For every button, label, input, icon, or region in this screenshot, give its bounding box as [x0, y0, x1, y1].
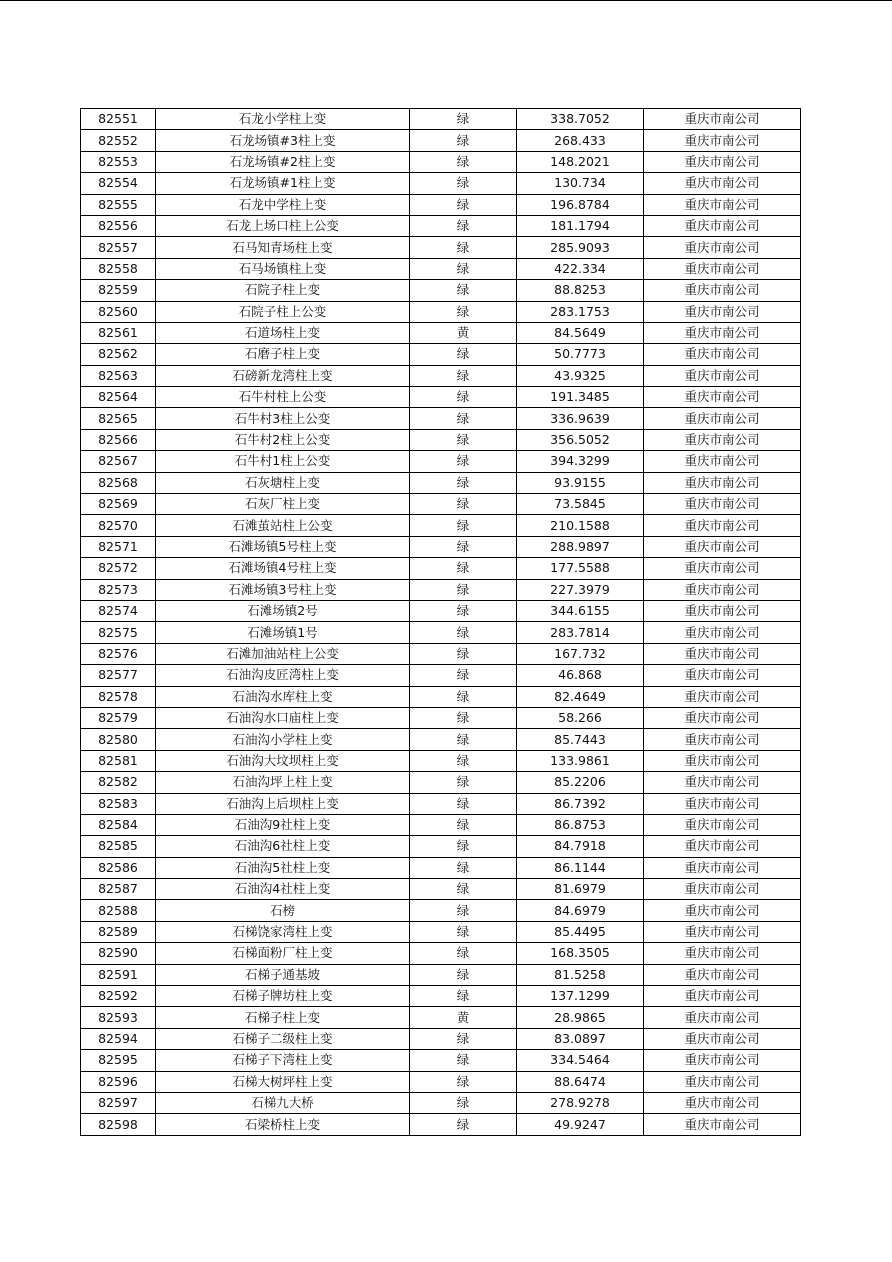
status-cell: 绿 — [410, 215, 517, 236]
value-cell: 85.4495 — [517, 921, 644, 942]
name-cell: 石牛村2柱上公变 — [156, 429, 410, 450]
org-cell: 重庆市南公司 — [644, 429, 801, 450]
id-cell: 82569 — [81, 494, 156, 515]
status-cell: 绿 — [410, 643, 517, 664]
table-row — [81, 943, 801, 964]
table-row — [81, 151, 801, 172]
status-cell: 绿 — [410, 194, 517, 215]
org-cell: 重庆市南公司 — [644, 194, 801, 215]
org-cell: 重庆市南公司 — [644, 622, 801, 643]
table-row — [81, 494, 801, 515]
id-cell: 82572 — [81, 558, 156, 579]
name-cell: 石马场镇柱上变 — [156, 258, 410, 279]
name-cell: 石梯子下湾柱上变 — [156, 1050, 410, 1071]
value-cell: 86.1144 — [517, 857, 644, 878]
id-cell: 82576 — [81, 643, 156, 664]
status-cell: 绿 — [410, 301, 517, 322]
id-cell: 82582 — [81, 772, 156, 793]
id-cell: 82575 — [81, 622, 156, 643]
org-cell: 重庆市南公司 — [644, 857, 801, 878]
org-cell: 重庆市南公司 — [644, 109, 801, 130]
id-cell: 82593 — [81, 1007, 156, 1028]
table-row — [81, 622, 801, 643]
id-cell: 82590 — [81, 943, 156, 964]
status-cell: 绿 — [410, 408, 517, 429]
id-cell: 82587 — [81, 879, 156, 900]
org-cell: 重庆市南公司 — [644, 1028, 801, 1049]
org-cell: 重庆市南公司 — [644, 258, 801, 279]
value-cell: 84.5649 — [517, 322, 644, 343]
value-cell: 196.8784 — [517, 194, 644, 215]
id-cell: 82581 — [81, 750, 156, 771]
value-cell: 43.9325 — [517, 365, 644, 386]
status-cell: 绿 — [410, 130, 517, 151]
id-cell: 82596 — [81, 1071, 156, 1092]
name-cell: 石滩茧站柱上公变 — [156, 515, 410, 536]
org-cell: 重庆市南公司 — [644, 280, 801, 301]
value-cell: 210.1588 — [517, 515, 644, 536]
value-cell: 268.433 — [517, 130, 644, 151]
id-cell: 82574 — [81, 600, 156, 621]
table-row — [81, 750, 801, 771]
status-cell: 绿 — [410, 707, 517, 728]
org-cell: 重庆市南公司 — [644, 472, 801, 493]
table-row — [81, 280, 801, 301]
table-row — [81, 408, 801, 429]
value-cell: 356.5052 — [517, 429, 644, 450]
value-cell: 28.9865 — [517, 1007, 644, 1028]
value-cell: 88.6474 — [517, 1071, 644, 1092]
status-cell: 绿 — [410, 600, 517, 621]
status-cell: 绿 — [410, 387, 517, 408]
status-cell: 绿 — [410, 686, 517, 707]
table-row — [81, 109, 801, 130]
value-cell: 81.5258 — [517, 964, 644, 985]
value-cell: 85.7443 — [517, 729, 644, 750]
org-cell: 重庆市南公司 — [644, 515, 801, 536]
value-cell: 283.1753 — [517, 301, 644, 322]
table-row — [81, 665, 801, 686]
status-cell: 绿 — [410, 1114, 517, 1135]
status-cell: 黄 — [410, 322, 517, 343]
status-cell: 绿 — [410, 793, 517, 814]
status-cell: 绿 — [410, 344, 517, 365]
table-row — [81, 322, 801, 343]
name-cell: 石油沟水库柱上变 — [156, 686, 410, 707]
table-row — [81, 579, 801, 600]
value-cell: 85.2206 — [517, 772, 644, 793]
org-cell: 重庆市南公司 — [644, 986, 801, 1007]
value-cell: 50.7773 — [517, 344, 644, 365]
id-cell: 82597 — [81, 1092, 156, 1113]
table-row — [81, 814, 801, 835]
name-cell: 石梯子柱上变 — [156, 1007, 410, 1028]
status-cell: 绿 — [410, 836, 517, 857]
table-row — [81, 173, 801, 194]
id-cell: 82577 — [81, 665, 156, 686]
org-cell: 重庆市南公司 — [644, 729, 801, 750]
table-row — [81, 301, 801, 322]
org-cell: 重庆市南公司 — [644, 387, 801, 408]
status-cell: 绿 — [410, 494, 517, 515]
org-cell: 重庆市南公司 — [644, 665, 801, 686]
status-cell: 绿 — [410, 986, 517, 1007]
id-cell: 82592 — [81, 986, 156, 1007]
name-cell: 石灰塘柱上变 — [156, 472, 410, 493]
table-row — [81, 686, 801, 707]
status-cell: 绿 — [410, 237, 517, 258]
name-cell: 石油沟皮匠湾柱上变 — [156, 665, 410, 686]
table-row — [81, 472, 801, 493]
status-cell: 绿 — [410, 558, 517, 579]
org-cell: 重庆市南公司 — [644, 365, 801, 386]
name-cell: 石油沟水口庙柱上变 — [156, 707, 410, 728]
value-cell: 168.3505 — [517, 943, 644, 964]
name-cell: 石梯面粉厂柱上变 — [156, 943, 410, 964]
table-row — [81, 387, 801, 408]
status-cell: 绿 — [410, 921, 517, 942]
status-cell: 绿 — [410, 151, 517, 172]
org-cell: 重庆市南公司 — [644, 900, 801, 921]
id-cell: 82584 — [81, 814, 156, 835]
id-cell: 82573 — [81, 579, 156, 600]
name-cell: 石牛村3柱上公变 — [156, 408, 410, 429]
status-cell: 绿 — [410, 280, 517, 301]
value-cell: 278.9278 — [517, 1092, 644, 1113]
org-cell: 重庆市南公司 — [644, 814, 801, 835]
name-cell: 石油沟5社柱上变 — [156, 857, 410, 878]
name-cell: 石灰厂柱上变 — [156, 494, 410, 515]
id-cell: 82591 — [81, 964, 156, 985]
name-cell: 石油沟大坟坝柱上变 — [156, 750, 410, 771]
status-cell: 绿 — [410, 622, 517, 643]
status-cell: 绿 — [410, 857, 517, 878]
name-cell: 石院子柱上公变 — [156, 301, 410, 322]
status-cell: 绿 — [410, 579, 517, 600]
org-cell: 重庆市南公司 — [644, 750, 801, 771]
id-cell: 82565 — [81, 408, 156, 429]
id-cell: 82598 — [81, 1114, 156, 1135]
status-cell: 绿 — [410, 750, 517, 771]
org-cell: 重庆市南公司 — [644, 451, 801, 472]
org-cell: 重庆市南公司 — [644, 707, 801, 728]
name-cell: 石梯子牌坊柱上变 — [156, 986, 410, 1007]
value-cell: 181.1794 — [517, 215, 644, 236]
value-cell: 81.6979 — [517, 879, 644, 900]
value-cell: 227.3979 — [517, 579, 644, 600]
name-cell: 石梯子通基坡 — [156, 964, 410, 985]
name-cell: 石龙中学柱上变 — [156, 194, 410, 215]
org-cell: 重庆市南公司 — [644, 130, 801, 151]
status-cell: 绿 — [410, 665, 517, 686]
table-row — [81, 237, 801, 258]
name-cell: 石油沟上后坝柱上变 — [156, 793, 410, 814]
value-cell: 86.7392 — [517, 793, 644, 814]
name-cell: 石榜 — [156, 900, 410, 921]
status-cell: 绿 — [410, 109, 517, 130]
name-cell: 石油沟9社柱上变 — [156, 814, 410, 835]
status-cell: 绿 — [410, 1092, 517, 1113]
id-cell: 82578 — [81, 686, 156, 707]
table-row — [81, 879, 801, 900]
name-cell: 石梯大树坪柱上变 — [156, 1071, 410, 1092]
name-cell: 石梯九大桥 — [156, 1092, 410, 1113]
org-cell: 重庆市南公司 — [644, 879, 801, 900]
name-cell: 石滩场镇2号 — [156, 600, 410, 621]
org-cell: 重庆市南公司 — [644, 686, 801, 707]
name-cell: 石油沟6社柱上变 — [156, 836, 410, 857]
id-cell: 82562 — [81, 344, 156, 365]
id-cell: 82586 — [81, 857, 156, 878]
id-cell: 82585 — [81, 836, 156, 857]
id-cell: 82558 — [81, 258, 156, 279]
org-cell: 重庆市南公司 — [644, 494, 801, 515]
org-cell: 重庆市南公司 — [644, 237, 801, 258]
status-cell: 绿 — [410, 900, 517, 921]
table-row — [81, 344, 801, 365]
status-cell: 绿 — [410, 365, 517, 386]
id-cell: 82595 — [81, 1050, 156, 1071]
table-row — [81, 772, 801, 793]
status-cell: 绿 — [410, 879, 517, 900]
table-row — [81, 558, 801, 579]
id-cell: 82561 — [81, 322, 156, 343]
table-row — [81, 964, 801, 985]
value-cell: 283.7814 — [517, 622, 644, 643]
org-cell: 重庆市南公司 — [644, 536, 801, 557]
table-row — [81, 258, 801, 279]
name-cell: 石梯饶家湾柱上变 — [156, 921, 410, 942]
id-cell: 82589 — [81, 921, 156, 942]
org-cell: 重庆市南公司 — [644, 301, 801, 322]
table-row — [81, 1071, 801, 1092]
table-row — [81, 365, 801, 386]
id-cell: 82594 — [81, 1028, 156, 1049]
id-cell: 82580 — [81, 729, 156, 750]
id-cell: 82555 — [81, 194, 156, 215]
table-row — [81, 429, 801, 450]
org-cell: 重庆市南公司 — [644, 964, 801, 985]
value-cell: 93.9155 — [517, 472, 644, 493]
table-row — [81, 729, 801, 750]
name-cell: 石梁桥柱上变 — [156, 1114, 410, 1135]
value-cell: 422.334 — [517, 258, 644, 279]
value-cell: 73.5845 — [517, 494, 644, 515]
name-cell: 石龙场镇#1柱上变 — [156, 173, 410, 194]
name-cell: 石滩场镇1号 — [156, 622, 410, 643]
value-cell: 288.9897 — [517, 536, 644, 557]
org-cell: 重庆市南公司 — [644, 344, 801, 365]
name-cell: 石磅新龙湾柱上变 — [156, 365, 410, 386]
name-cell: 石油沟小学柱上变 — [156, 729, 410, 750]
value-cell: 84.7918 — [517, 836, 644, 857]
data-table — [80, 108, 801, 1136]
value-cell: 167.732 — [517, 643, 644, 664]
value-cell: 130.734 — [517, 173, 644, 194]
table-row — [81, 836, 801, 857]
org-cell: 重庆市南公司 — [644, 1114, 801, 1135]
org-cell: 重庆市南公司 — [644, 1092, 801, 1113]
value-cell: 86.8753 — [517, 814, 644, 835]
value-cell: 137.1299 — [517, 986, 644, 1007]
org-cell: 重庆市南公司 — [644, 1050, 801, 1071]
name-cell: 石道场柱上变 — [156, 322, 410, 343]
value-cell: 394.3299 — [517, 451, 644, 472]
status-cell: 绿 — [410, 258, 517, 279]
value-cell: 83.0897 — [517, 1028, 644, 1049]
table-row — [81, 1050, 801, 1071]
table-row — [81, 793, 801, 814]
table-row — [81, 1114, 801, 1135]
status-cell: 绿 — [410, 515, 517, 536]
org-cell: 重庆市南公司 — [644, 943, 801, 964]
table-row — [81, 194, 801, 215]
org-cell: 重庆市南公司 — [644, 1007, 801, 1028]
id-cell: 82570 — [81, 515, 156, 536]
table-row — [81, 1007, 801, 1028]
org-cell: 重庆市南公司 — [644, 793, 801, 814]
value-cell: 177.5588 — [517, 558, 644, 579]
status-cell: 绿 — [410, 964, 517, 985]
name-cell: 石牛村1柱上公变 — [156, 451, 410, 472]
status-cell: 绿 — [410, 472, 517, 493]
table-row — [81, 130, 801, 151]
name-cell: 石院子柱上变 — [156, 280, 410, 301]
value-cell: 191.3485 — [517, 387, 644, 408]
name-cell: 石龙小学柱上变 — [156, 109, 410, 130]
org-cell: 重庆市南公司 — [644, 921, 801, 942]
table-row — [81, 643, 801, 664]
table-row — [81, 986, 801, 1007]
id-cell: 82551 — [81, 109, 156, 130]
org-cell: 重庆市南公司 — [644, 772, 801, 793]
name-cell: 石滩场镇3号柱上变 — [156, 579, 410, 600]
value-cell: 336.9639 — [517, 408, 644, 429]
value-cell: 344.6155 — [517, 600, 644, 621]
status-cell: 绿 — [410, 814, 517, 835]
id-cell: 82553 — [81, 151, 156, 172]
id-cell: 82559 — [81, 280, 156, 301]
id-cell: 82571 — [81, 536, 156, 557]
table-row — [81, 536, 801, 557]
status-cell: 绿 — [410, 729, 517, 750]
name-cell: 石梯子二级柱上变 — [156, 1028, 410, 1049]
table-row — [81, 515, 801, 536]
value-cell: 82.4649 — [517, 686, 644, 707]
table-body — [81, 109, 801, 1136]
id-cell: 82557 — [81, 237, 156, 258]
value-cell: 49.9247 — [517, 1114, 644, 1135]
value-cell: 46.868 — [517, 665, 644, 686]
name-cell: 石滩场镇4号柱上变 — [156, 558, 410, 579]
value-cell: 285.9093 — [517, 237, 644, 258]
value-cell: 133.9861 — [517, 750, 644, 771]
table-row — [81, 921, 801, 942]
value-cell: 338.7052 — [517, 109, 644, 130]
org-cell: 重庆市南公司 — [644, 322, 801, 343]
name-cell: 石油沟坪上柱上变 — [156, 772, 410, 793]
name-cell: 石滩加油站柱上公变 — [156, 643, 410, 664]
id-cell: 82579 — [81, 707, 156, 728]
id-cell: 82552 — [81, 130, 156, 151]
value-cell: 148.2021 — [517, 151, 644, 172]
table-row — [81, 215, 801, 236]
status-cell: 绿 — [410, 1071, 517, 1092]
status-cell: 黄 — [410, 1007, 517, 1028]
id-cell: 82583 — [81, 793, 156, 814]
org-cell: 重庆市南公司 — [644, 215, 801, 236]
org-cell: 重庆市南公司 — [644, 836, 801, 857]
table-row — [81, 1092, 801, 1113]
org-cell: 重庆市南公司 — [644, 558, 801, 579]
name-cell: 石牛村柱上公变 — [156, 387, 410, 408]
name-cell: 石滩场镇5号柱上变 — [156, 536, 410, 557]
id-cell: 82568 — [81, 472, 156, 493]
status-cell: 绿 — [410, 943, 517, 964]
org-cell: 重庆市南公司 — [644, 173, 801, 194]
name-cell: 石龙场镇#3柱上变 — [156, 130, 410, 151]
table-row — [81, 600, 801, 621]
table-row — [81, 707, 801, 728]
table-row — [81, 451, 801, 472]
name-cell: 石油沟4社柱上变 — [156, 879, 410, 900]
table-row — [81, 857, 801, 878]
name-cell: 石龙上场口柱上公变 — [156, 215, 410, 236]
name-cell: 石马知青场柱上变 — [156, 237, 410, 258]
value-cell: 58.266 — [517, 707, 644, 728]
id-cell: 82560 — [81, 301, 156, 322]
status-cell: 绿 — [410, 772, 517, 793]
org-cell: 重庆市南公司 — [644, 579, 801, 600]
org-cell: 重庆市南公司 — [644, 600, 801, 621]
org-cell: 重庆市南公司 — [644, 643, 801, 664]
org-cell: 重庆市南公司 — [644, 1071, 801, 1092]
id-cell: 82588 — [81, 900, 156, 921]
status-cell: 绿 — [410, 451, 517, 472]
id-cell: 82563 — [81, 365, 156, 386]
org-cell: 重庆市南公司 — [644, 151, 801, 172]
status-cell: 绿 — [410, 429, 517, 450]
id-cell: 82554 — [81, 173, 156, 194]
id-cell: 82564 — [81, 387, 156, 408]
status-cell: 绿 — [410, 173, 517, 194]
id-cell: 82556 — [81, 215, 156, 236]
org-cell: 重庆市南公司 — [644, 408, 801, 429]
table-row — [81, 900, 801, 921]
id-cell: 82567 — [81, 451, 156, 472]
value-cell: 88.8253 — [517, 280, 644, 301]
status-cell: 绿 — [410, 1028, 517, 1049]
value-cell: 84.6979 — [517, 900, 644, 921]
name-cell: 石龙场镇#2柱上变 — [156, 151, 410, 172]
table-row — [81, 1028, 801, 1049]
name-cell: 石磨子柱上变 — [156, 344, 410, 365]
status-cell: 绿 — [410, 536, 517, 557]
value-cell: 334.5464 — [517, 1050, 644, 1071]
id-cell: 82566 — [81, 429, 156, 450]
status-cell: 绿 — [410, 1050, 517, 1071]
